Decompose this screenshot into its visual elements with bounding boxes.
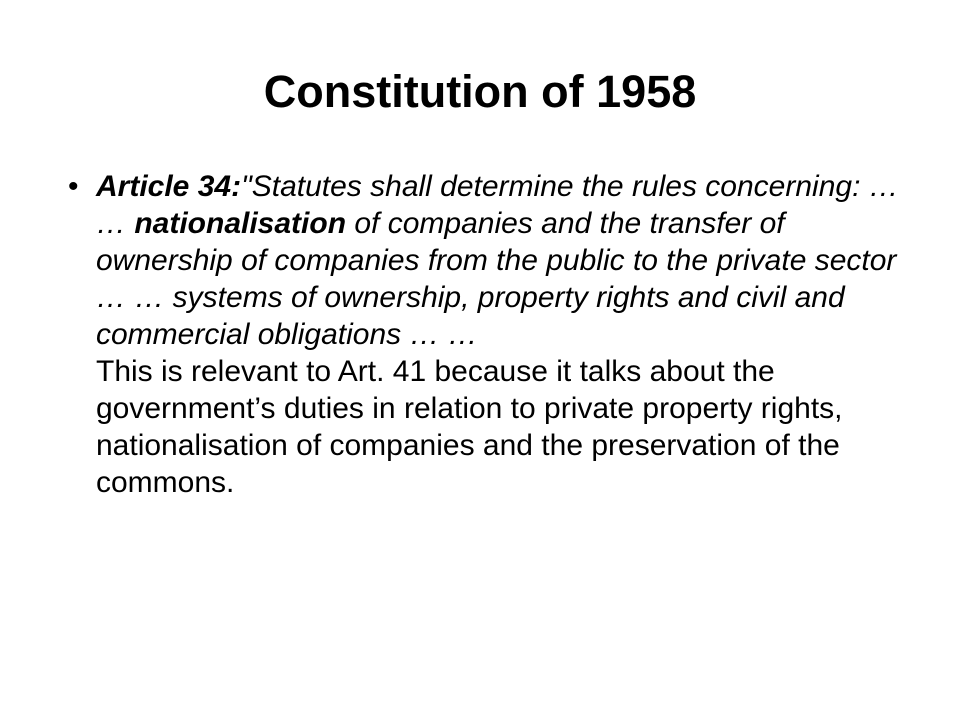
quote-text-part2: of companies and the transfer of ownership of companies from the public to the private sector … … systems of ownership, property rights and civil and commercial obligations … …	[96, 207, 897, 351]
article-quote	[96, 168, 904, 353]
quote-text-part1: "Statutes shall determine the rules concerning: … …	[96, 170, 899, 240]
commentary-text: This is relevant to Art. 41 because it talks about the government’s duties in relation to private property rights, nationalisation of companies and the preservation of the commons.	[96, 355, 843, 499]
slide-title: Constitution of 1958	[263, 66, 697, 117]
bullet-list	[68, 168, 904, 501]
article-label: Article 34:	[96, 170, 242, 203]
quote-keyword: nationalisation	[134, 207, 347, 240]
bullet-item	[68, 168, 904, 501]
bullet-dot-icon: •	[68, 170, 79, 203]
